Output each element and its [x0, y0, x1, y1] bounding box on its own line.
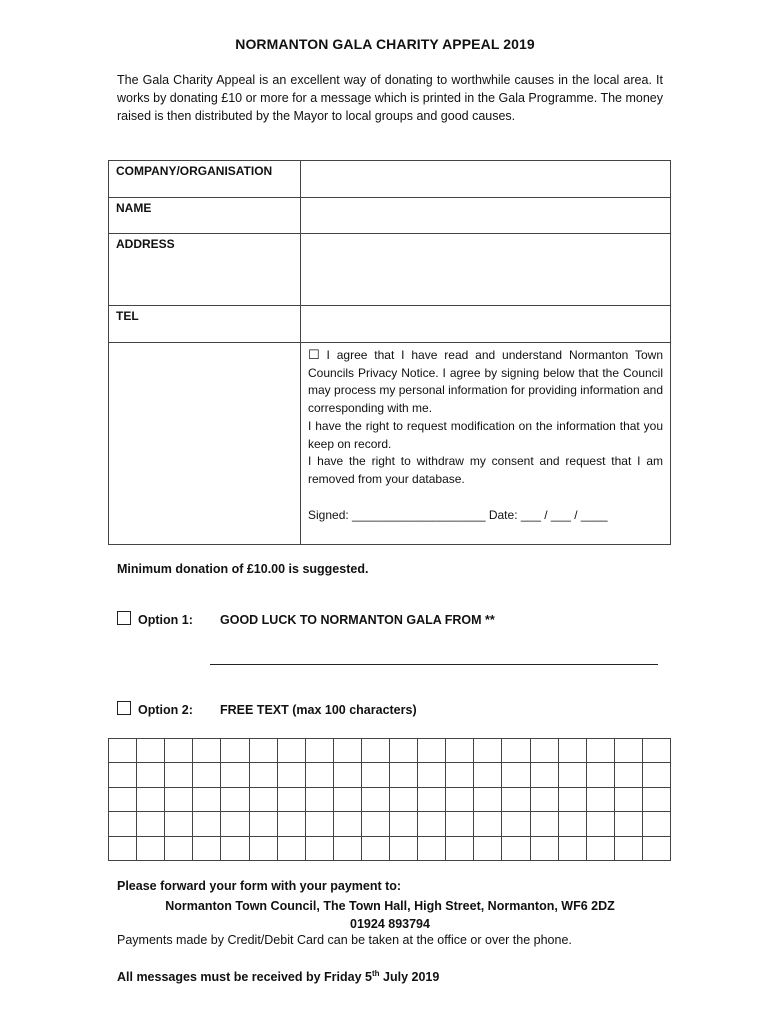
grid-cell[interactable] [109, 837, 137, 861]
grid-cell[interactable] [559, 812, 587, 836]
company-field[interactable] [301, 161, 671, 198]
grid-cell[interactable] [474, 812, 502, 836]
grid-cell[interactable] [278, 812, 306, 836]
grid-cell[interactable] [615, 837, 643, 861]
minimum-donation-note: Minimum donation of £10.00 is suggested. [117, 562, 369, 576]
option-1-checkbox[interactable] [117, 611, 131, 625]
grid-cell[interactable] [531, 837, 559, 861]
grid-cell[interactable] [109, 763, 137, 787]
grid-cell[interactable] [137, 837, 165, 861]
grid-cell[interactable] [587, 763, 615, 787]
grid-cell[interactable] [559, 837, 587, 861]
council-address: Normanton Town Council, The Town Hall, High Street, Normanton, WF6 2DZ [165, 899, 615, 913]
grid-cell[interactable] [278, 837, 306, 861]
grid-cell[interactable] [362, 837, 390, 861]
grid-cell[interactable] [193, 739, 221, 763]
grid-cell[interactable] [390, 812, 418, 836]
grid-cell[interactable] [615, 739, 643, 763]
deadline-text: All messages must be received by Friday 5 [117, 970, 372, 984]
grid-cell[interactable] [446, 788, 474, 812]
grid-cell[interactable] [587, 739, 615, 763]
signature-date-line[interactable]: Signed: ____________________ Date: ___ / ___ / ____ [308, 507, 608, 522]
grid-cell[interactable] [531, 812, 559, 836]
grid-cell[interactable] [643, 763, 671, 787]
grid-cell[interactable] [334, 812, 362, 836]
option-2-text: FREE TEXT (max 100 characters) [220, 703, 417, 717]
grid-cell[interactable] [221, 812, 249, 836]
consent-checkbox[interactable]: ☐ [308, 347, 320, 362]
grid-cell[interactable] [502, 812, 530, 836]
tel-field[interactable] [301, 306, 671, 343]
grid-cell[interactable] [362, 788, 390, 812]
grid-cell[interactable] [615, 788, 643, 812]
grid-cell[interactable] [165, 837, 193, 861]
name-field[interactable] [301, 198, 671, 234]
grid-cell[interactable] [306, 837, 334, 861]
grid-cell[interactable] [474, 837, 502, 861]
grid-cell[interactable] [502, 763, 530, 787]
forward-instruction: Please forward your form with your payment to: [117, 879, 402, 893]
grid-cell[interactable] [362, 812, 390, 836]
grid-cell[interactable] [418, 788, 446, 812]
grid-cell[interactable] [306, 739, 334, 763]
option-1-text: GOOD LUCK TO NORMANTON GALA FROM ** [220, 613, 495, 627]
grid-cell[interactable] [109, 739, 137, 763]
grid-cell[interactable] [474, 739, 502, 763]
blank-cell [109, 343, 301, 545]
grid-cell[interactable] [109, 788, 137, 812]
consent-cell [301, 343, 671, 545]
grid-cell[interactable] [587, 788, 615, 812]
grid-cell[interactable] [615, 812, 643, 836]
grid-cell[interactable] [390, 837, 418, 861]
grid-cell[interactable] [334, 837, 362, 861]
grid-cell[interactable] [250, 837, 278, 861]
grid-cell[interactable] [474, 763, 502, 787]
option-2-label: Option 2: [138, 703, 193, 717]
option-2-checkbox[interactable] [117, 701, 131, 715]
grid-cell[interactable] [306, 763, 334, 787]
grid-cell[interactable] [165, 763, 193, 787]
option-1-row [117, 611, 495, 627]
name-label: NAME [109, 198, 301, 234]
grid-cell[interactable] [362, 739, 390, 763]
grid-cell[interactable] [109, 812, 137, 836]
grid-cell[interactable] [165, 739, 193, 763]
payment-note: Payments made by Credit/Debit Card can be taken at the office or over the phone. [117, 933, 572, 947]
grid-cell[interactable] [250, 812, 278, 836]
deadline-note [117, 970, 439, 984]
grid-cell[interactable] [193, 763, 221, 787]
grid-cell[interactable] [643, 788, 671, 812]
grid-cell[interactable] [390, 739, 418, 763]
address-field[interactable] [301, 234, 671, 306]
grid-cell[interactable] [643, 837, 671, 861]
grid-cell[interactable] [250, 739, 278, 763]
grid-cell[interactable] [193, 812, 221, 836]
council-phone: 01924 893794 [350, 916, 430, 931]
free-text-grid[interactable] [108, 738, 671, 861]
address-label: ADDRESS [109, 234, 301, 306]
grid-cell[interactable] [334, 739, 362, 763]
grid-cell[interactable] [250, 763, 278, 787]
grid-cell[interactable] [193, 788, 221, 812]
consent-text-2: I have the right to request modification on the information that you keep on record. [308, 418, 663, 451]
grid-cell[interactable] [306, 812, 334, 836]
grid-cell[interactable] [418, 739, 446, 763]
grid-cell[interactable] [502, 788, 530, 812]
option-2-row [117, 701, 417, 717]
deadline-ordinal: th [371, 969, 380, 978]
grid-cell[interactable] [418, 837, 446, 861]
grid-cell[interactable] [418, 812, 446, 836]
grid-cell[interactable] [531, 763, 559, 787]
grid-cell[interactable] [165, 812, 193, 836]
grid-cell[interactable] [390, 763, 418, 787]
intro-paragraph: The Gala Charity Appeal is an excellent way of donating to worthwhile causes in the local area. It works by donating £10 or more for a message which is printed in the Gala Programme. The money raised is then distributed by the Mayor to local groups and good causes. [117, 73, 663, 123]
grid-cell[interactable] [643, 739, 671, 763]
consent-text-1: I agree that I have read and understand Normanton Town Councils Privacy Notice. I agree by signing below that the Council may process my personal information for providing information and corresponding with me. [308, 348, 663, 416]
grid-cell[interactable] [193, 837, 221, 861]
page-title: NORMANTON GALA CHARITY APPEAL 2019 [235, 36, 535, 52]
consent-text-3: I have the right to withdraw my consent and request that I am removed from your database. [308, 454, 663, 486]
grid-cell[interactable] [587, 837, 615, 861]
grid-cell[interactable] [165, 788, 193, 812]
grid-cell[interactable] [221, 763, 249, 787]
council-address-block [117, 898, 663, 933]
grid-cell[interactable] [446, 763, 474, 787]
grid-cell[interactable] [559, 788, 587, 812]
grid-cell[interactable] [221, 739, 249, 763]
option-1-label: Option 1: [138, 613, 193, 627]
grid-cell[interactable] [137, 788, 165, 812]
grid-cell[interactable] [418, 763, 446, 787]
contact-form-table [108, 160, 671, 545]
grid-cell[interactable] [362, 763, 390, 787]
grid-cell[interactable] [334, 788, 362, 812]
option-1-write-line[interactable] [210, 664, 658, 665]
company-label: COMPANY/ORGANISATION [109, 161, 301, 198]
grid-cell[interactable] [446, 837, 474, 861]
grid-cell[interactable] [221, 788, 249, 812]
tel-label: TEL [109, 306, 301, 343]
grid-cell[interactable] [334, 763, 362, 787]
grid-cell[interactable] [278, 788, 306, 812]
grid-cell[interactable] [278, 763, 306, 787]
deadline-month-year: July 2019 [379, 970, 440, 984]
grid-cell[interactable] [531, 788, 559, 812]
grid-cell[interactable] [474, 788, 502, 812]
grid-cell[interactable] [250, 788, 278, 812]
grid-cell[interactable] [390, 788, 418, 812]
grid-cell[interactable] [306, 788, 334, 812]
grid-cell[interactable] [446, 739, 474, 763]
grid-cell[interactable] [502, 837, 530, 861]
grid-cell[interactable] [278, 739, 306, 763]
grid-cell[interactable] [502, 739, 530, 763]
grid-cell[interactable] [221, 837, 249, 861]
grid-cell[interactable] [446, 812, 474, 836]
grid-cell[interactable] [559, 739, 587, 763]
grid-cell[interactable] [559, 763, 587, 787]
grid-cell[interactable] [137, 739, 165, 763]
grid-cell[interactable] [615, 763, 643, 787]
grid-cell[interactable] [137, 763, 165, 787]
grid-cell[interactable] [531, 739, 559, 763]
grid-cell[interactable] [137, 812, 165, 836]
grid-cell[interactable] [643, 812, 671, 836]
grid-cell[interactable] [587, 812, 615, 836]
